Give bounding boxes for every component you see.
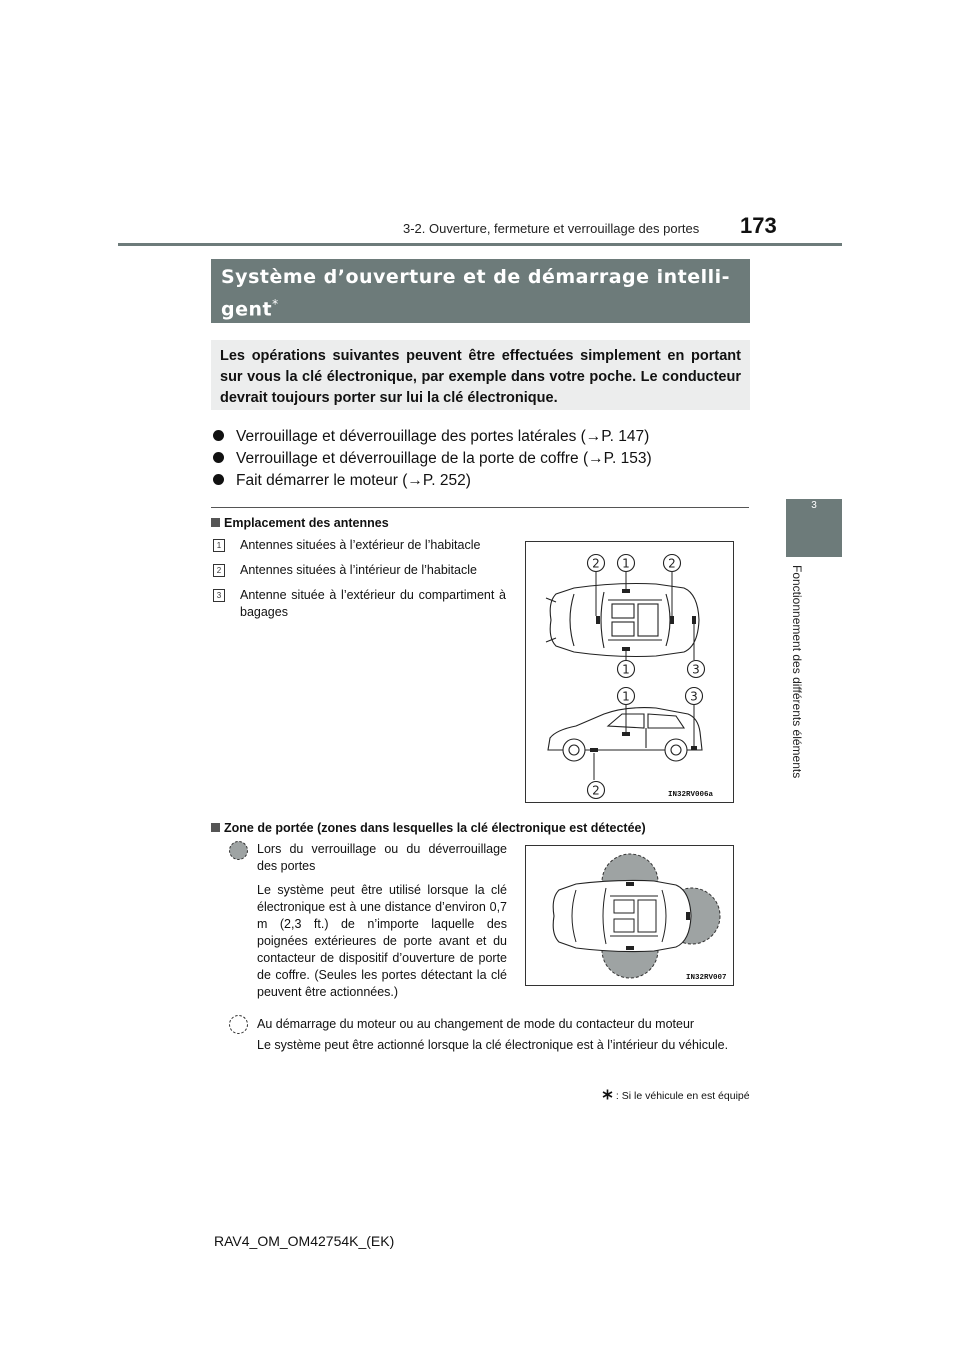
figure-code: IN32RV007	[686, 974, 727, 982]
bullet-item	[213, 450, 652, 468]
item-number-badge: 3	[213, 589, 225, 602]
antenna-item-text: Antenne située à l’extérieur du compartiment à bagages	[240, 588, 506, 619]
antenna-marker-icon	[596, 589, 696, 651]
heading-square-icon	[211, 518, 220, 527]
antenna-diagram	[526, 542, 733, 802]
bullet-item	[213, 472, 471, 490]
document-footer-code: RAV4_OM_OM42754K_(EK)	[214, 1233, 395, 1249]
running-header-section: 3-2. Ouverture, fermeture et verrouillage des portes	[403, 221, 700, 236]
zone-item-description: Le système peut être actionné lorsque la clé électronique est à l’intérieur du véhicule.	[257, 1038, 729, 1052]
zone-heading-text: Zone de portée (zones dans lesquelles la clé électronique est détectée)	[224, 821, 646, 835]
bullet-text: Verrouillage et déverrouillage des portes latérales (→P. 147)	[236, 428, 650, 445]
asterisk-icon	[602, 1089, 613, 1100]
bullet-item	[213, 428, 649, 446]
intro-box: Les opérations suivantes peuvent être effectuées simplement en portant sur vous la clé électronique, par exemple dans votre poche. Le conducteur devrait toujours porter sur lui la clé électronique.	[211, 340, 750, 410]
footnote	[602, 1089, 750, 1102]
callout-label: 1	[622, 556, 630, 571]
section-title	[211, 259, 750, 323]
figure-code: IN32RV006a	[668, 791, 714, 799]
section-title-line1: Système d’ouverture et de démarrage intelli-	[221, 266, 731, 288]
bullet-text: Verrouillage et déverrouillage de la porte de coffre (→P. 153)	[236, 450, 652, 467]
page-number: 173	[740, 213, 777, 238]
bullet-text: Fait démarrer le moteur (→P. 252)	[236, 472, 471, 489]
detection-zone-icon	[228, 840, 249, 861]
callout-label: 2	[592, 783, 600, 798]
antenna-item-text: Antennes situées à l’extérieur de l’habitacle	[240, 538, 481, 552]
zone-heading	[211, 821, 646, 835]
section-title-line2: gent	[221, 298, 273, 321]
zone-item-title: Au démarrage du moteur ou au changement de mode du contacteur du moteur	[257, 1017, 695, 1031]
antenna-heading	[211, 516, 389, 530]
equipment-asterisk: *	[272, 297, 279, 311]
header-rule	[118, 243, 842, 246]
section-divider	[211, 507, 749, 508]
callout-label: 3	[692, 662, 700, 677]
callout-label: 2	[668, 556, 676, 571]
zone-diagram	[526, 846, 733, 985]
footnote-text: : Si le véhicule en est équipé	[615, 1090, 750, 1102]
zone-item-description: Le système peut être utilisé lorsque la clé électronique est à une distance d’environ 0,7 m (2,3 ft.) de n’importe laquelle des poignées extérieures de porte avant et du contacteur de dispositif d’ouverture de porte de coffre. (Seules les portes détectant la clé peuvent être actionnées.)	[257, 883, 507, 999]
item-number-badge: 1	[213, 539, 225, 552]
bullet-dot	[213, 452, 224, 463]
callout-label: 2	[592, 556, 600, 571]
chapter-title: Fonctionnement des différents éléments	[790, 565, 804, 779]
interior-zone-icon	[228, 1014, 249, 1035]
callout-label: 1	[622, 689, 630, 704]
heading-square-icon	[211, 823, 220, 832]
car-top-view	[553, 880, 691, 951]
callout-label: 1	[622, 662, 630, 677]
bullet-dot	[213, 430, 224, 441]
callout-circles	[588, 555, 705, 799]
item-number-badge: 2	[213, 564, 225, 577]
antenna-heading-text: Emplacement des antennes	[224, 516, 389, 530]
detection-zone-figure	[525, 845, 734, 986]
zone-item-title: Lors du verrouillage ou du déverrouillage des portes	[257, 842, 507, 873]
car-top-view	[546, 584, 699, 657]
chapter-number: 3	[811, 500, 817, 511]
antenna-item-text: Antennes situées à l’intérieur de l’habitacle	[240, 563, 477, 577]
bullet-dot	[213, 474, 224, 485]
callout-label: 3	[690, 689, 698, 704]
antenna-location-figure	[525, 541, 734, 803]
